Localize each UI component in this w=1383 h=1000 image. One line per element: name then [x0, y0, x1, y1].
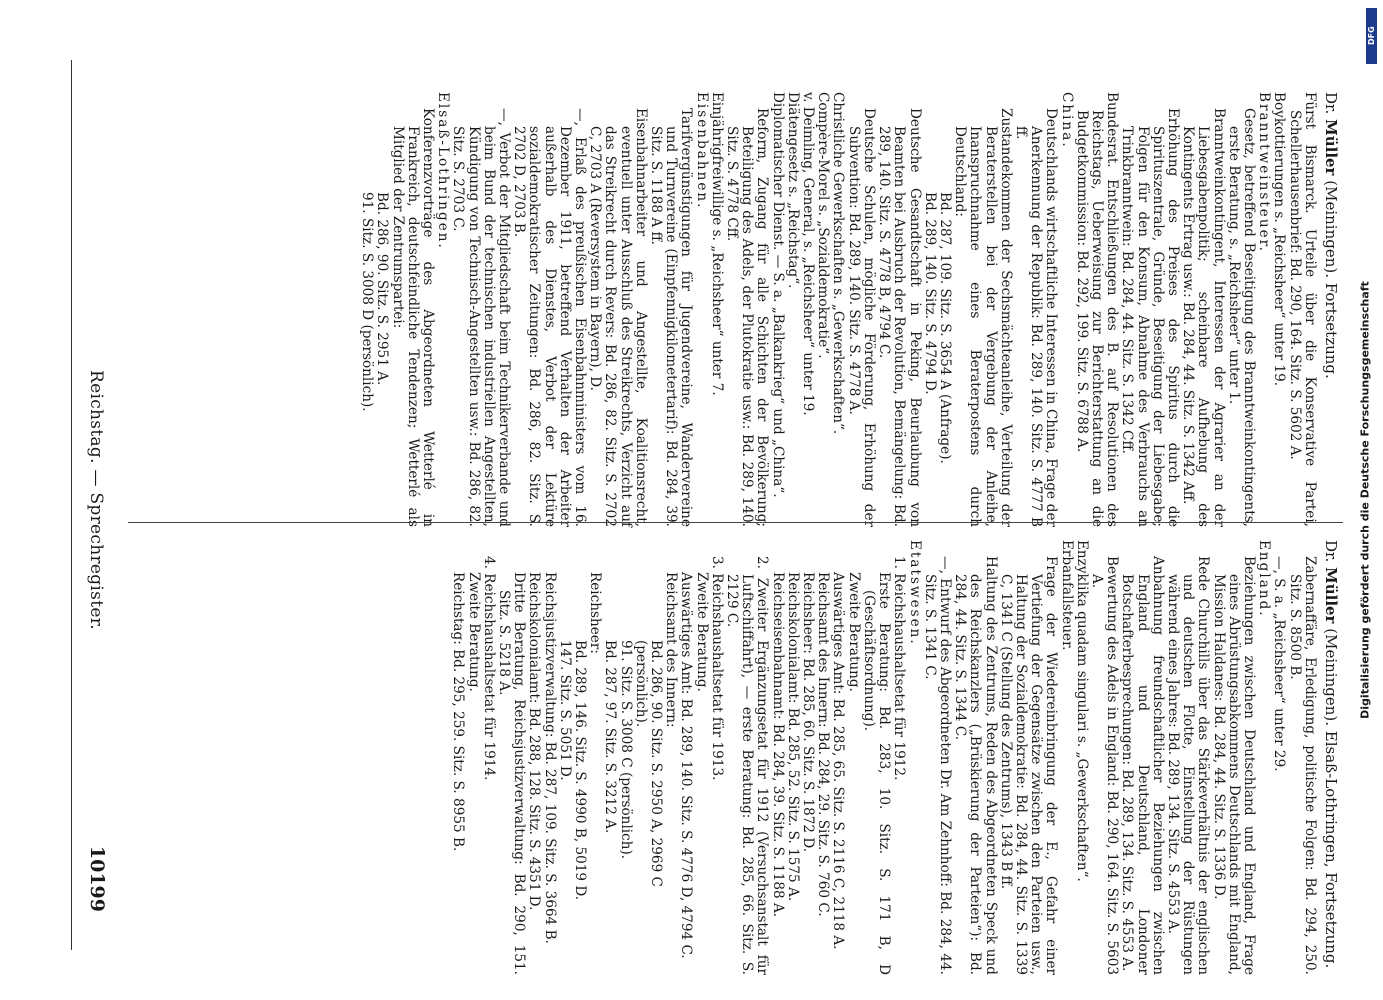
index-entry: Beziehungen zwischen Deutschland und England, Frage eines Abrüstungsabkommens Deutschlands mit England, Mission Haldanes: Bd. 284, 44. Sitz. S. 1336 D.: [1210, 556, 1257, 975]
index-entry: Auswärtiges Amt: Bd. 289, 140. Sitz. S. 4776 D, 4794 C.: [678, 572, 695, 959]
column-divider: [128, 522, 1343, 523]
speaker-suffix: (Meiningen). Fortsetzung.: [1322, 180, 1340, 379]
index-entry: Deutschlands wirtschaftliche Interessen in China, Frage der Anerkennung der Republik: Bd. 289, 140. Sitz. S. 4777 B ff.: [1012, 108, 1060, 527]
index-entry: Zabernaffäre, Erledigung, politische Folgen: Bd. 294, 250. Sitz. S. 8500 B.: [1286, 556, 1318, 975]
index-entry: Erhöhung des Preises des Spiritus durch die Spirituszentrale, Gründe, Beseitigung der Liebesgabe; Folgen für den Konsum, Abnahme des Verbrauchs an Trinkbranntwein: Bd. 284, 44. Sitz. S. 1342 Cff.: [1119, 108, 1181, 527]
index-entry: China.: [1058, 92, 1075, 149]
index-entry: Zweite Beratung.: [845, 572, 862, 692]
index-entry: Compère-Morel s. „Sozialdemokratie“.: [815, 92, 832, 359]
digitization-credit: [1352, 0, 1378, 1000]
index-entry: Fürst Bismarck. Urteile über die Konservative Partei, Schellerhausenbrief: Bd. 290, 164. Sitz. S. 5602 A.: [1286, 92, 1318, 527]
index-entry: Elsaß-Lothringen.: [435, 92, 452, 250]
left-column: [133, 92, 1338, 527]
speaker-prefix: Dr.: [1322, 92, 1340, 115]
page-header: [68, 0, 118, 1000]
speaker-suffix: (Meiningen). Elsaß-Lothringen, Fortsetzung.: [1322, 628, 1340, 969]
index-entry: Branntweinkontingent, Interessen der Agrarier an der Liebesgabenpolitik; scheinbare Aufhebung des Kontingents Ertrag usw.: Bd. 284, 44. Sitz. S. 1342 Aff.: [1180, 108, 1227, 527]
index-entry: Etatswesen.: [906, 540, 923, 646]
credit-text: Digitalisierung gefördert durch die Deutsche Forschungsgemeinschaft: [1358, 281, 1372, 719]
index-entry: Frage der Wiedereinbringung der E., Gefahr einer Vertiefung der Gegensätze zwischen den Parteien usw., Haltung der Sozialdemokratie: Bd. 284, 44. Sitz. S. 1339 C, 1341 C (Stellung des Zentrums), 1343 B ff.: [997, 556, 1060, 975]
index-entry: Konferenzvorträge des Abgeordneten Wetterlé in Frankreich, deutschfeindliche Tendenzen; Wetterlé als Mitglied der Zentrumspartei:: [389, 108, 437, 527]
speaker-name: Müller: [1322, 567, 1340, 624]
speaker-name: Müller: [1322, 119, 1340, 176]
index-entry: 3. Reichshaushaltsetat für 1913.: [708, 556, 725, 781]
index-entry: Deutsche Schulen, mögliche Förderung, Erhöhung der Subvention: Bd. 289, 140. Sitz. S. 4778 A.: [845, 108, 877, 527]
index-entry: Reichskolonialamt: Bd. 285, 52. Sitz. S. 1575 A.: [784, 572, 801, 902]
header-rule: [71, 60, 72, 950]
index-entry: —, Entwurf des Abgeordneten Dr. Am Zehnhoff: Bd. 284, 44. Sitz. S. 1341 C.: [921, 556, 953, 975]
index-entry: Reichsheer:: [587, 572, 604, 654]
index-entry: Dritte Beratung, Reichsjustizverwaltung: Bd. 290, 151. Sitz. S. 5218 A.: [496, 572, 528, 975]
index-entry: Einjährigfreiwillige s. „Reichsheer“ unter 7.: [708, 92, 725, 396]
index-entry: Gesetz, betreffend Beseitigung des Branntweinkontingents, erste Beratung, s. „Reichsheer“ unter 1.: [1225, 108, 1257, 527]
index-entry: 91. Sitz. S. 3008 D (persönlich).: [359, 192, 376, 412]
index-entry: Eisenbahnen.: [693, 92, 710, 210]
index-entry: Reichsjustizverwaltung: Bd. 287, 109. Sitz. S. 3664 B.: [541, 572, 558, 944]
index-entry: Reichstag: Bd. 295, 259. Sitz. S. 8955 B.: [450, 572, 467, 852]
index-entry: Christliche Gewerkschaften s. „Gewerkschaften“.: [830, 92, 847, 435]
index-entry: Bd. 289, 146. Sitz. S. 4990 B, 5019 D.: [572, 640, 589, 901]
running-head: Reichstag. — Sprechregister.: [86, 370, 106, 630]
index-entry: Enzyklika quadam singulari s. „Gewerkschaften“.: [1073, 540, 1090, 882]
index-entry: —, S. a. „Reichsheer“ unter 29.: [1271, 556, 1288, 772]
index-entry: Bewertung des Adels in England: Bd. 290, 164. Sitz. S. 5603 A.: [1088, 556, 1121, 975]
index-entry: Reichsamt des Innern:: [663, 572, 680, 728]
index-entry: Bundesrat. Entschließungen des B. auf Resolutionen des Reichstags, Ueberweisung zur Berichterstattung an die Budgetkommission: Bd. 292, 199. Sitz. S. 6788 A.: [1073, 92, 1121, 527]
index-entry: 1. Reichshaushaltsetat für 1912.: [891, 556, 908, 781]
index-entry: 91. Sitz. S. 3008 C (persönlich).: [617, 640, 634, 860]
speaker-heading-right: [1323, 540, 1338, 975]
index-entry: Zweite Beratung.: [465, 572, 482, 692]
index-entry: Zustandekommen der Sechsmächteanleihe, Verteilung der Beraterstellen bei der Vergebung der Anleihe, Inanspruchnahme eines Beraterpostens durch Deutschland:: [952, 108, 1014, 527]
index-entry: Auswärtiges Amt: Bd. 285, 65. Sitz. S. 2116 C, 2118 A.: [830, 572, 847, 950]
page-number: 10199: [86, 845, 108, 912]
index-entry: Bd. 289, 140. Sitz. S. 4794 D.: [921, 192, 938, 395]
index-entry: Reform, Zugang für alle Schichten der Bevölkerung; Beteiligung des Adels, der Plutokratie usw.: Bd. 289, 140. Sitz. S. 4778 Cff.: [724, 108, 771, 527]
index-entry: 4. Reichshaushaltsetat für 1914.: [480, 556, 497, 781]
right-column: [133, 540, 1338, 975]
index-entry: Anbahnung freundschaftlicher Beziehungen zwischen England und Deutschland, Londoner Botschafterbesprechungen: Bd. 289, 134. Sitz. S. 4553 A.: [1119, 556, 1166, 975]
index-entry: Haltung des Zentrums, Reden des Abgeordneten Speck und des Reichskanzlers („Brüskierung der Parteien“): Bd. 284, 44. Sitz. S. 1344 C.: [952, 556, 999, 975]
index-entry: Tarifvergünstigungen für Jugendvereine, Wandervereine und Turnvereine (Einpfennigkilometertarif): Bd. 284, 39. Sitz. S. 1188 A ff.: [648, 108, 695, 527]
index-entry: Deutsche Gesandtschaft in Peking, Beurlaubung von Beamten bei Ausbruch der Revolution, Bemängelung: Bd. 289, 140. Sitz. S. 4778 B, 4794 C.: [876, 108, 923, 527]
index-entry: —, Erlaß des preußischen Eisenbahnministers vom 16. Dezember 1911, betreffend Verhalten der Arbeiter außerhalb des Dienstes, Verbot der Lektüre sozialdemokratischer Zeitungen: Bd. 286, 82. Sitz. S. 2702 D, 2703 B.: [511, 108, 589, 527]
index-entry: Rede Churchills über das Stärkeverhältnis der englischen und deutschen Flotte, Einstellung der Rüstungen während eines Jahres: Bd. 289, 134. Sitz. S. 4553 A.: [1164, 556, 1212, 975]
index-entry: v. Deimling, General, s. „Reichsheer“ unter 19.: [800, 92, 817, 416]
speaker-prefix: Dr.: [1322, 540, 1340, 563]
index-entry: —, Verbot der Mitgliedschaft beim Technikerverbande und beim Bund der technischen industriellen Angestellten, Kündigung von Technisch-Angestellten usw.: Bd. 286, 82. Sitz. S. 2703 C.: [450, 108, 513, 527]
index-entry: Reichsamt des Innern: Bd. 284, 29. Sitz. S. 760 C.: [815, 572, 832, 917]
right-entries: [450, 540, 1317, 975]
index-entry: Eisenbahnarbeiter und Angestellte, Koalitionsrecht, eventuell unter Ausschluß des Streikrechts, Verzicht auf das Streikrecht durch Revers: Bd. 286, 82. Sitz. S. 2702 C, 2703 A (Reversystem in Bayern), D.: [587, 108, 649, 527]
left-entries: [359, 92, 1317, 527]
index-entry: Branntweinsteuer.: [1256, 92, 1273, 253]
index-entry: Bd. 286, 90. Sitz. S. 2951 A.: [374, 192, 391, 386]
speaker-heading-left: [1323, 92, 1338, 527]
index-entry: Erbanfallsteuer.: [1058, 540, 1075, 651]
index-entry: Reichskolonialamt: Bd. 288, 128. Sitz. S. 4351 D.: [526, 572, 543, 911]
index-entry: 2. Zweiter Ergänzungsetat für 1912 (Versuchsanstalt für Luftschiffahrt), — erste Beratung: Bd. 285, 66. Sitz. S. 2129 C.: [724, 556, 771, 975]
index-entry: Bd. 287, 109. Sitz. S. 3654 A (Anfrage).: [936, 192, 953, 464]
index-entry: Erste Beratung: Bd. 283, 10. Sitz. S. 171 B, D (Geschäftsordnung).: [860, 572, 893, 975]
index-entry: Bd. 287, 97. Sitz. S. 3212 A.: [602, 640, 619, 834]
index-entry: Reichseisenbahnamt: Bd. 284, 39. Sitz. S. 1188 A.: [769, 572, 786, 918]
index-entry: Bd. 286, 90. Sitz. S. 2950 A, 2969 C (persönlich).: [632, 640, 665, 887]
index-entry: Diplomatischer Dienst. — S. a. „Balkankrieg“ und „China“.: [769, 92, 786, 498]
dfg-logo: DFG: [1366, 8, 1377, 64]
index-entry: 147. Sitz. S. 5051 D.: [556, 640, 573, 781]
index-entry: England.: [1256, 540, 1273, 618]
index-entry: Boykottierungen s. „Reichsheer“ unter 19.: [1271, 92, 1288, 387]
index-entry: Diätengesetz s. „Reichstag“.: [784, 92, 801, 289]
index-entry: Zweite Beratung.: [693, 572, 710, 692]
index-entry: Reichsheer: Bd. 285, 60. Sitz. S. 1872 D.: [800, 572, 817, 853]
